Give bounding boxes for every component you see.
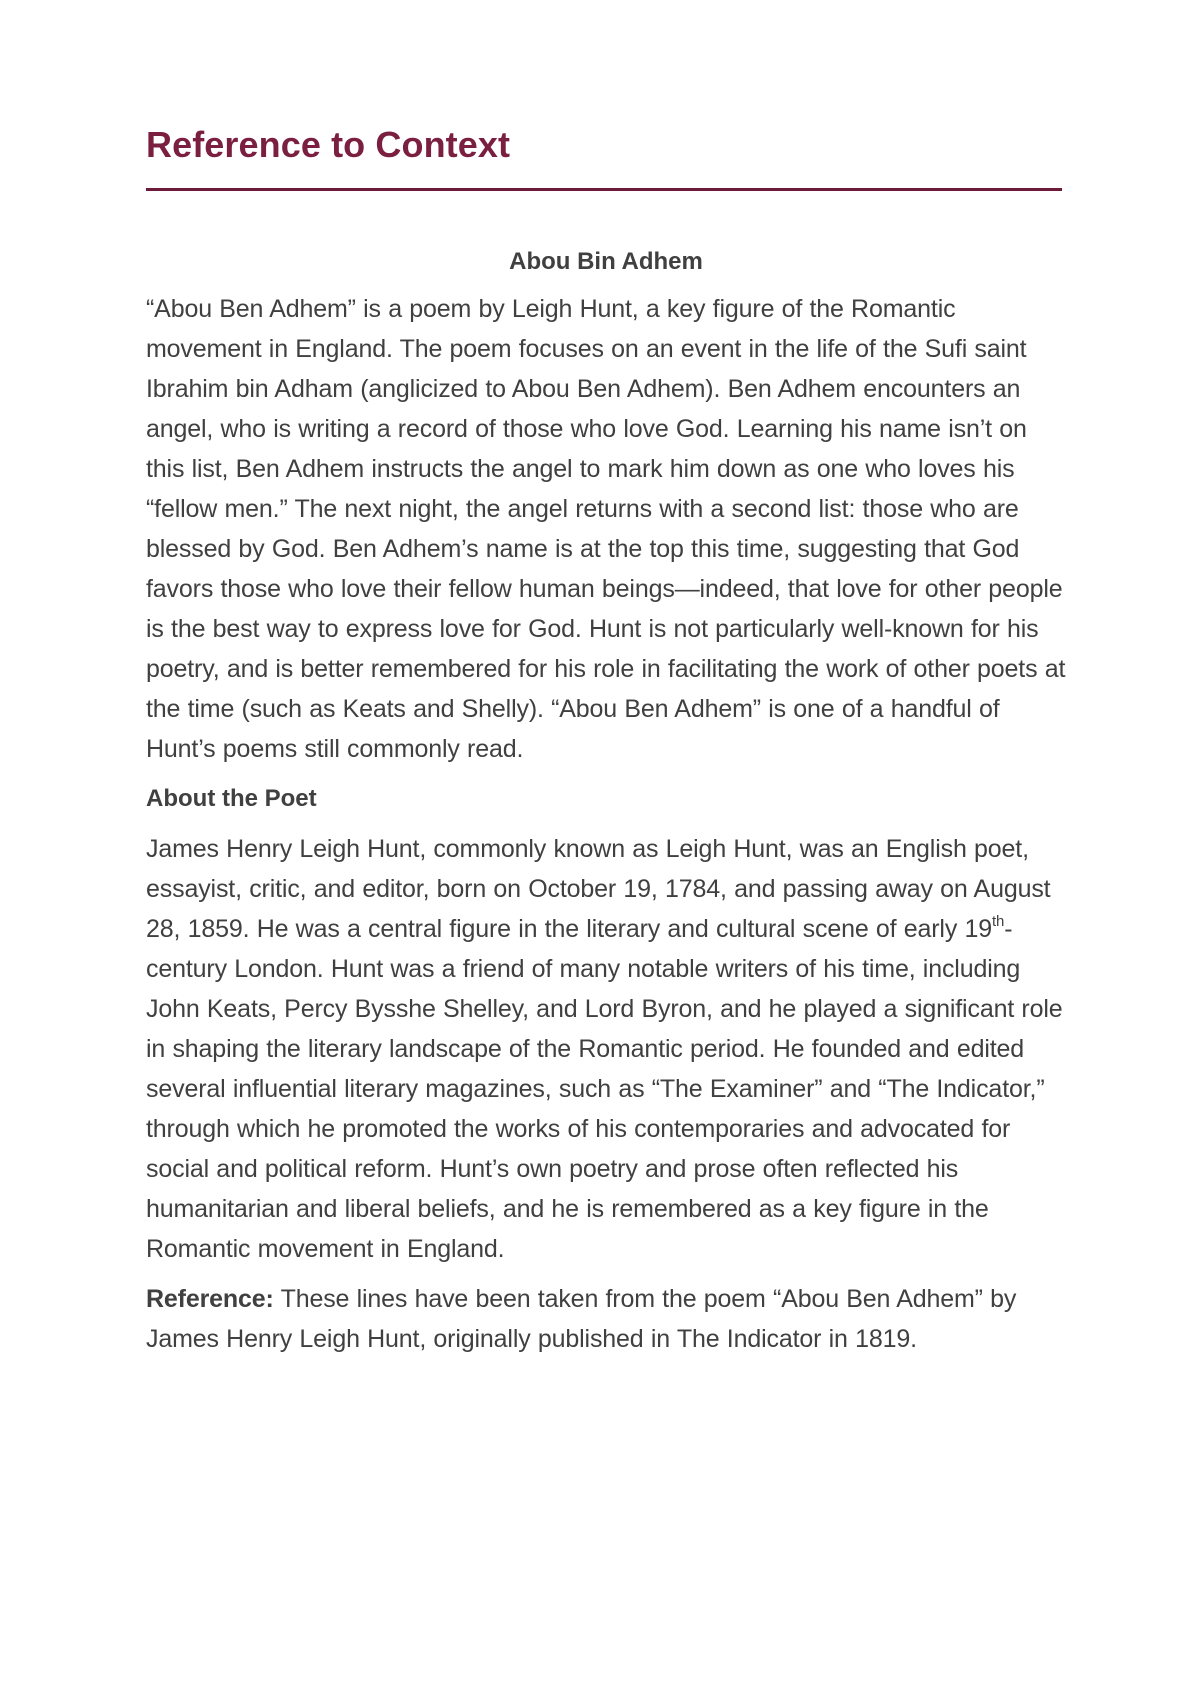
poet-paragraph <box>146 829 1066 1269</box>
title-divider <box>146 188 1062 191</box>
reference-text: These lines have been taken from the poem “Abou Ben Adhem” by James Henry Leigh Hunt, originally published in The Indicator in 1819. <box>146 1285 1017 1353</box>
reference-paragraph <box>146 1279 1066 1359</box>
poet-paragraph-text-1: James Henry Leigh Hunt, commonly known as Leigh Hunt, was an English poet, essayist, critic, and editor, born on October 19, 1784, and passing away on August 28, 1859. He was a central figure in the literary and cultural scene of early 19 <box>146 835 1051 943</box>
reference-label: Reference: <box>146 1285 274 1313</box>
document-page <box>146 112 1066 1359</box>
poem-heading: Abou Bin Adhem <box>509 248 703 275</box>
document-title: Reference to Context <box>146 124 511 165</box>
poet-section-heading: About the Poet <box>146 785 317 812</box>
poet-paragraph-text-2: -century London. Hunt was a friend of many notable writers of his time, including John Keats, Percy Bysshe Shelley, and Lord Byron, and he played a significant role in shaping the literary landscape of the Romantic period. He founded and edited several influential literary magazines, such as “The Examiner” and “The Indicator,” through which he promoted the works of his contemporaries and advocated for social and political reform. Hunt’s own poetry and prose often reflected his humanitarian and liberal beliefs, and he is remembered as a key figure in the Romantic movement in England. <box>146 915 1063 1263</box>
ordinal-superscript: th <box>991 912 1005 930</box>
intro-paragraph: “Abou Ben Adhem” is a poem by Leigh Hunt, a key figure of the Romantic movement in England. The poem focuses on an event in the life of the Sufi saint Ibrahim bin Adham (anglicized to Abou Ben Adhem). Ben Adhem encounters an angel, who is writing a record of those who love God. Learning his name isn’t on this list, Ben Adhem instructs the angel to mark him down as one who loves his “fellow men.” The next night, the angel returns with a second list: those who are blessed by God. Ben Adhem’s name is at the top this time, suggesting that God favors those who love their fellow human beings—indeed, that love for other people is the best way to express love for God. Hunt is not particularly well-known for his poetry, and is better remembered for his role in facilitating the work of other poets at the time (such as Keats and Shelly). “Abou Ben Adhem” is one of a handful of Hunt’s poems still commonly read. <box>146 295 1066 763</box>
